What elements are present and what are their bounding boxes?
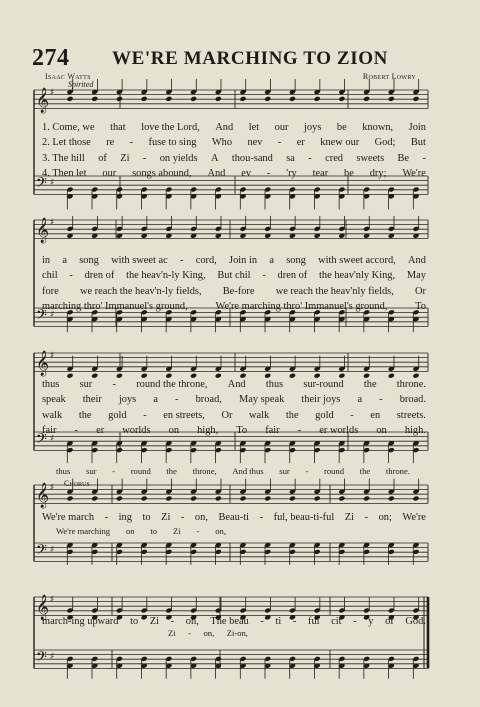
lyric-syllable: ti xyxy=(275,616,282,627)
note-head xyxy=(338,496,345,502)
composer: Robert Lowry xyxy=(362,72,416,81)
lyric-syllable: on; xyxy=(378,512,392,523)
lyric-syllable: ful xyxy=(307,616,320,627)
lyric-line xyxy=(42,270,426,283)
lyric-syllable: to xyxy=(130,616,139,627)
lyric-syllable: er worlds xyxy=(319,424,359,436)
tempo-marking: Spirited xyxy=(68,80,94,89)
bass-clef-icon: 𝄢 xyxy=(36,431,47,451)
lyric-syllable: y xyxy=(368,616,374,627)
lyric-syllable: throne, xyxy=(192,466,217,476)
lyric-line xyxy=(42,301,426,314)
lyric-syllable: May xyxy=(406,270,426,282)
note-head xyxy=(239,373,246,379)
lyric-syllable: cit xyxy=(331,616,342,627)
lyric-syllable: The beau xyxy=(210,616,249,627)
lyric-syllable: fair xyxy=(42,424,57,436)
lyric-syllable: - xyxy=(170,616,175,627)
note-head xyxy=(215,496,222,502)
lyric-syllable: We're xyxy=(402,512,426,523)
note-head xyxy=(141,373,148,379)
lyric-syllable: joys xyxy=(118,394,137,406)
lyric-syllable: march-ing upward xyxy=(42,616,119,627)
lyric-syllable: on xyxy=(168,424,180,436)
note-head xyxy=(363,96,370,102)
lyric-syllable: - xyxy=(69,270,73,282)
treble-clef-icon: 𝄞 xyxy=(36,88,50,113)
lyric-syllable: sweets xyxy=(356,152,385,164)
lyric-syllable: Zi xyxy=(120,152,130,164)
lyric-syllable: ing xyxy=(118,512,132,523)
sharp-icon: ♯ xyxy=(50,652,55,662)
chorus-label: Chorus xyxy=(64,479,90,488)
lyric-syllable: high. xyxy=(404,424,426,436)
lyric-syllable: God; xyxy=(374,137,396,149)
lyric-syllable: dren of xyxy=(84,270,115,282)
lyric-syllable: - xyxy=(112,466,116,476)
sharp-icon: ♯ xyxy=(50,545,55,555)
lyric-syllable: Zi xyxy=(168,628,176,638)
note-head xyxy=(239,96,246,102)
lyric-syllable: the heav'nly King, xyxy=(319,270,396,282)
note-head xyxy=(289,496,296,502)
lyric-syllable: May speak xyxy=(238,394,285,406)
note-head xyxy=(363,496,370,502)
lyric-syllable: walk xyxy=(42,409,63,421)
lyric-syllable: Zi xyxy=(161,512,171,523)
lyric-syllable: sur xyxy=(79,379,93,390)
lyric-syllable: en streets, xyxy=(163,409,205,421)
lyric-syllable: be xyxy=(344,167,354,179)
lyric-syllable: cord, xyxy=(195,255,217,266)
note-head xyxy=(165,496,172,502)
lyric-line xyxy=(42,512,426,525)
lyric-syllable: 1. Come, we xyxy=(42,122,95,133)
lyric-syllable: cred xyxy=(325,152,344,164)
lyric-syllable: We're xyxy=(402,167,426,179)
lyric-syllable: We're marching thro' Immanuel's ground, xyxy=(215,300,388,312)
note-head xyxy=(190,496,197,502)
lyric-syllable: round xyxy=(323,466,345,476)
bass-lyric-line xyxy=(168,628,248,641)
lyric-syllable: be xyxy=(336,122,347,133)
note-head xyxy=(314,496,321,502)
lyric-line xyxy=(42,379,426,392)
lyric-syllable: God. xyxy=(405,616,426,627)
lyric-syllable: 2. Let those xyxy=(42,137,91,149)
sharp-icon: ♯ xyxy=(50,483,55,493)
lyric-syllable: - xyxy=(422,152,426,164)
lyric-syllable: a xyxy=(62,255,67,266)
lyric-syllable: sa xyxy=(286,152,295,164)
lyric-syllable: sur-round xyxy=(303,379,344,390)
bass-clef-icon: 𝄢 xyxy=(36,542,47,562)
lyric-syllable: the xyxy=(359,466,371,476)
lyric-syllable: And xyxy=(207,167,226,179)
lyric-syllable: gold xyxy=(315,409,334,421)
lyric-syllable: - xyxy=(364,512,369,523)
lyric-line xyxy=(42,425,426,438)
lyric-syllable: And xyxy=(408,255,426,266)
lyric-syllable: the xyxy=(78,409,92,421)
lyric-syllable: with sweet accord, xyxy=(318,255,396,266)
lyric-syllable: let xyxy=(248,122,260,133)
note-head xyxy=(66,496,73,502)
lyric-syllable: - xyxy=(260,616,264,627)
lyric-syllable: to xyxy=(150,526,158,536)
lyric-syllable: gold xyxy=(108,409,127,421)
note-head xyxy=(239,496,246,502)
lyric-line xyxy=(42,137,426,150)
note-head xyxy=(141,496,148,502)
lyric-syllable: of xyxy=(385,616,394,627)
lyric-syllable: - xyxy=(179,255,184,266)
lyric-syllable: on, xyxy=(215,526,226,536)
lyric-syllable: And xyxy=(215,122,234,133)
lyric-syllable: the xyxy=(363,379,377,390)
lyric-syllable: of xyxy=(98,152,107,164)
lyric-line xyxy=(42,168,426,181)
lyric-syllable: - xyxy=(175,394,179,406)
lyric-syllable: en xyxy=(370,409,381,421)
lyric-syllable: And thus xyxy=(232,466,264,476)
lyric-syllable: - xyxy=(379,394,383,406)
note-head xyxy=(190,96,197,102)
bass-lyric-line xyxy=(56,466,410,479)
lyric-syllable: on, xyxy=(185,616,199,627)
sharp-icon: ♯ xyxy=(50,595,55,605)
lyric-syllable: throne. xyxy=(385,466,410,476)
lyric-syllable: We're march xyxy=(42,512,95,523)
note-head xyxy=(338,373,345,379)
lyric-syllable: Or xyxy=(221,409,233,421)
lyric-syllable: ful, beau-ti-ful xyxy=(273,512,335,523)
note-head xyxy=(91,96,98,102)
lyric-syllable: Zi xyxy=(149,616,160,627)
lyric-syllable: - xyxy=(129,137,134,149)
lyric-syllable: - xyxy=(180,512,185,523)
note-head xyxy=(388,96,395,102)
lyric-syllable: song xyxy=(286,255,306,266)
lyric-syllable: on, xyxy=(203,628,215,638)
lyric-syllable: marching thro' Immanuel's ground, xyxy=(42,300,188,312)
note-head xyxy=(314,373,321,379)
lyric-syllable: - xyxy=(308,152,312,164)
lyric-syllable: - xyxy=(353,616,357,627)
lyric-syllable: - xyxy=(104,512,109,523)
lyric-syllable: in xyxy=(42,255,51,266)
lyric-syllable: the xyxy=(285,409,299,421)
lyric-syllable: - xyxy=(297,424,302,436)
lyric-syllable: Zi xyxy=(344,512,354,523)
lyric-syllable: on yields xyxy=(159,152,198,164)
note-head xyxy=(91,373,98,379)
lyric-line xyxy=(42,394,426,407)
note-head xyxy=(190,373,197,379)
lyric-syllable: 'ry xyxy=(286,167,297,179)
note-head xyxy=(165,373,172,379)
lyric-syllable: 4. Then let xyxy=(42,167,87,179)
lyric-syllable: joys xyxy=(304,122,322,133)
lyric-syllable: But chil xyxy=(217,270,251,282)
sharp-icon: ♯ xyxy=(50,88,55,98)
note-head xyxy=(66,373,73,379)
note-head xyxy=(91,496,98,502)
note-head xyxy=(116,496,123,502)
lyric-syllable: ev xyxy=(241,167,252,179)
treble-clef-icon: 𝄞 xyxy=(36,351,50,376)
lyric-syllable: their joys xyxy=(301,394,341,406)
hymn-title: WE'RE MARCHING TO ZION xyxy=(112,48,388,69)
lyric-syllable: - xyxy=(350,409,354,421)
lyric-syllable: we reach the heav'n-ly fields, xyxy=(79,285,202,297)
note-head xyxy=(264,496,271,502)
lyric-syllable: Who xyxy=(211,137,233,149)
lyric-syllable: worlds xyxy=(122,424,151,436)
note-head xyxy=(388,373,395,379)
lyric-line xyxy=(42,153,426,166)
lyric-syllable: 3. The hill xyxy=(42,152,85,164)
lyric-syllable: To xyxy=(236,424,248,436)
lyric-syllable: - xyxy=(112,379,116,390)
lyric-syllable: speak xyxy=(42,394,66,406)
lyric-syllable: on, xyxy=(194,512,208,523)
lyric-syllable: - xyxy=(74,424,78,436)
lyric-syllable: knew our xyxy=(320,137,360,149)
lyric-syllable: - xyxy=(259,512,264,523)
note-head xyxy=(363,373,370,379)
lyric-syllable: Join in xyxy=(229,255,258,266)
lyric-syllable: Beau-ti xyxy=(218,512,250,523)
bass-clef-icon: 𝄢 xyxy=(36,175,47,195)
lyric-syllable: high, xyxy=(197,424,219,436)
lyricist: Isaac Watts xyxy=(45,72,91,81)
note-head xyxy=(338,96,345,102)
note-head xyxy=(215,373,222,379)
note-head xyxy=(264,96,271,102)
lyric-syllable: A xyxy=(210,152,219,164)
lyric-syllable: - xyxy=(277,137,282,149)
sharp-icon: ♯ xyxy=(50,434,55,444)
lyric-syllable: round the throne, xyxy=(136,379,208,390)
lyric-syllable: To xyxy=(415,300,426,312)
lyric-syllable: - xyxy=(188,628,191,638)
lyric-syllable: fair xyxy=(265,424,280,436)
lyric-syllable: thus xyxy=(56,466,71,476)
lyric-syllable: our xyxy=(102,167,117,179)
lyric-syllable: We're marching xyxy=(56,526,111,536)
lyric-syllable: we reach the heav'nly fields, xyxy=(275,285,394,297)
lyric-line xyxy=(42,255,426,268)
lyric-syllable: er xyxy=(96,424,105,436)
lyric-syllable: known, xyxy=(362,122,394,133)
bass-lyric-line xyxy=(56,526,226,539)
lyric-syllable: their xyxy=(82,394,102,406)
lyric-syllable: fuse to sing xyxy=(148,137,197,149)
lyric-syllable: - xyxy=(262,270,266,282)
lyric-syllable: dren of xyxy=(277,270,308,282)
note-head xyxy=(116,373,123,379)
note-head xyxy=(289,373,296,379)
lyric-syllable: Be-fore xyxy=(222,285,255,297)
note-head xyxy=(412,373,419,379)
lyric-syllable: thus xyxy=(42,379,60,390)
lyric-syllable: dry; xyxy=(369,167,387,179)
sharp-icon: ♯ xyxy=(50,351,55,361)
lyric-syllable: on xyxy=(376,424,387,436)
sharp-icon: ♯ xyxy=(50,178,55,188)
lyric-line xyxy=(42,410,426,423)
note-head xyxy=(165,96,172,102)
lyric-syllable: thou-sand xyxy=(231,152,273,164)
lyric-syllable: songs abound, xyxy=(132,167,192,179)
lyric-syllable: round xyxy=(130,466,151,476)
lyric-syllable: a xyxy=(153,394,158,406)
lyric-syllable: a xyxy=(357,394,363,406)
lyric-syllable: Zi xyxy=(172,526,181,536)
note-head xyxy=(264,373,271,379)
treble-clef-icon: 𝄞 xyxy=(36,218,50,243)
note-head xyxy=(289,96,296,102)
lyric-syllable: thus xyxy=(265,379,284,390)
sharp-icon: ♯ xyxy=(50,218,55,228)
note-head xyxy=(116,96,123,102)
lyric-syllable: Be xyxy=(397,152,410,164)
lyric-syllable: walk xyxy=(249,409,270,421)
lyric-syllable: But xyxy=(410,137,426,149)
bass-clef-icon: 𝄢 xyxy=(36,307,47,327)
note-head xyxy=(66,96,73,102)
lyric-syllable: with sweet ac xyxy=(111,255,168,266)
lyric-line xyxy=(42,286,426,299)
note-head xyxy=(215,96,222,102)
lyric-syllable: sur xyxy=(85,466,97,476)
lyric-syllable: Zi-on, xyxy=(226,628,248,638)
lyric-syllable: broad. xyxy=(399,394,426,406)
lyric-syllable: to xyxy=(142,512,151,523)
treble-clef-icon: 𝄞 xyxy=(36,483,50,508)
treble-clef-icon: 𝄞 xyxy=(36,595,50,620)
lyric-syllable: streets. xyxy=(396,409,426,421)
lyric-syllable: love the Lord, xyxy=(141,122,200,133)
lyric-syllable: er xyxy=(296,137,305,149)
note-head xyxy=(141,96,148,102)
note-head xyxy=(412,96,419,102)
lyric-syllable: nev xyxy=(247,137,263,149)
lyric-syllable: - xyxy=(143,409,147,421)
lyric-syllable: chil xyxy=(42,270,58,282)
lyric-syllable: throne. xyxy=(396,379,426,390)
bass-clef-icon: 𝄢 xyxy=(36,649,47,669)
lyric-syllable: tear xyxy=(312,167,329,179)
lyric-syllable: re xyxy=(106,137,115,149)
note-head xyxy=(388,496,395,502)
lyric-syllable: - xyxy=(196,526,200,536)
hymn-number: 274 xyxy=(32,45,70,71)
note-head xyxy=(412,496,419,502)
lyric-syllable: a xyxy=(269,255,274,266)
lyric-syllable: And xyxy=(227,379,246,390)
lyric-syllable: - xyxy=(266,167,271,179)
lyric-line xyxy=(42,122,426,135)
lyric-syllable: Join xyxy=(408,122,426,133)
lyric-syllable: the heav'n-ly King, xyxy=(126,270,206,282)
sharp-icon: ♯ xyxy=(50,310,55,320)
lyric-syllable: - xyxy=(142,152,147,164)
lyric-syllable: our xyxy=(274,122,289,133)
lyric-syllable: fore xyxy=(42,285,59,297)
lyric-syllable: Or xyxy=(415,285,426,297)
lyric-syllable: song xyxy=(79,255,99,266)
lyric-syllable: on xyxy=(125,526,135,536)
lyric-syllable: that xyxy=(110,122,126,133)
lyric-syllable: the xyxy=(166,466,177,476)
lyric-syllable: - xyxy=(305,466,309,476)
lyric-syllable: sur xyxy=(279,466,290,476)
lyric-syllable: - xyxy=(292,616,297,627)
note-head xyxy=(314,96,321,102)
lyric-syllable: broad, xyxy=(195,394,222,406)
